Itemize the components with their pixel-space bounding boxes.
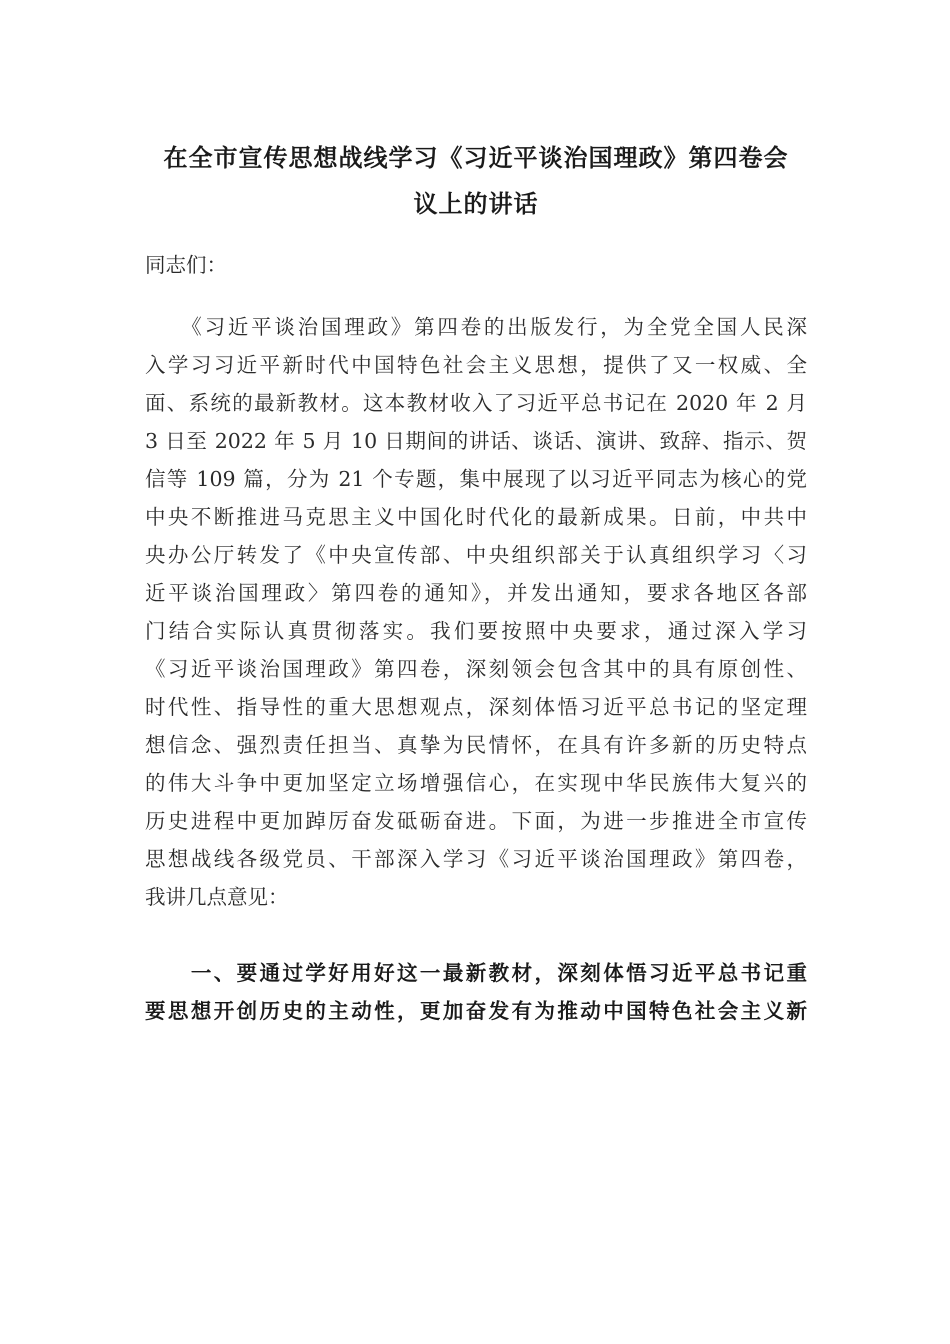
paragraph-line: 历史进程中更加踔厉奋发砥砺奋进。下面，为进一步推进全市宣传 — [145, 809, 807, 833]
paragraph-line: 的伟大斗争中更加坚定立场增强信心，在实现中华民族伟大复兴的 — [145, 771, 807, 795]
paragraph-line: 《习近平谈治国理政》第四卷，深刻领会包含其中的具有原创性、 — [145, 657, 807, 681]
paragraph-line: 我讲几点意见： — [145, 885, 289, 909]
paragraph-line: 央办公厅转发了《中央宣传部、中央组织部关于认真组织学习〈习 — [145, 543, 807, 567]
paragraph-line: 入学习习近平新时代中国特色社会主义思想，提供了又一权威、全 — [145, 353, 807, 377]
paragraph-line: 3 日至 2022 年 5 月 10 日期间的讲话、谈话、演讲、致辞、指示、贺 — [145, 429, 807, 453]
paragraph-line: 中央不断推进马克思主义中国化时代化的最新成果。日前，中共中 — [145, 505, 807, 529]
paragraph-line: 想信念、强烈责任担当、真挚为民情怀，在具有许多新的历史特点 — [145, 733, 807, 757]
paragraph-line: 门结合实际认真贯彻落实。我们要按照中央要求，通过深入学习 — [145, 619, 807, 643]
heading-line: 要思想开创历史的主动性，更加奋发有为推动中国特色社会主义新 — [145, 999, 807, 1023]
paragraph-line: 时代性、指导性的重大思想观点，深刻体悟习近平总书记的坚定理 — [145, 695, 807, 719]
heading-line: 一、要通过学好用好这一最新教材，深刻体悟习近平总书记重 — [145, 961, 807, 985]
paragraph-line: 思想战线各级党员、干部深入学习《习近平谈治国理政》第四卷， — [145, 847, 807, 871]
document-title-line-1: 在全市宣传思想战线学习《习近平谈治国理政》第四卷会 — [163, 144, 789, 172]
document-title-line-2: 议上的讲话 — [413, 190, 539, 218]
paragraph-line: 近平谈治国理政〉第四卷的通知》，并发出通知，要求各地区各部 — [145, 581, 807, 605]
paragraph-line: 信等 109 篇，分为 21 个专题，集中展现了以习近平同志为核心的党 — [145, 467, 807, 491]
salutation: 同志们： — [145, 253, 227, 277]
paragraph-line: 《习近平谈治国理政》第四卷的出版发行，为全党全国人民深 — [145, 315, 807, 339]
paragraph-line: 面、系统的最新教材。这本教材收入了习近平总书记在 2020 年 2 月 — [145, 391, 807, 415]
